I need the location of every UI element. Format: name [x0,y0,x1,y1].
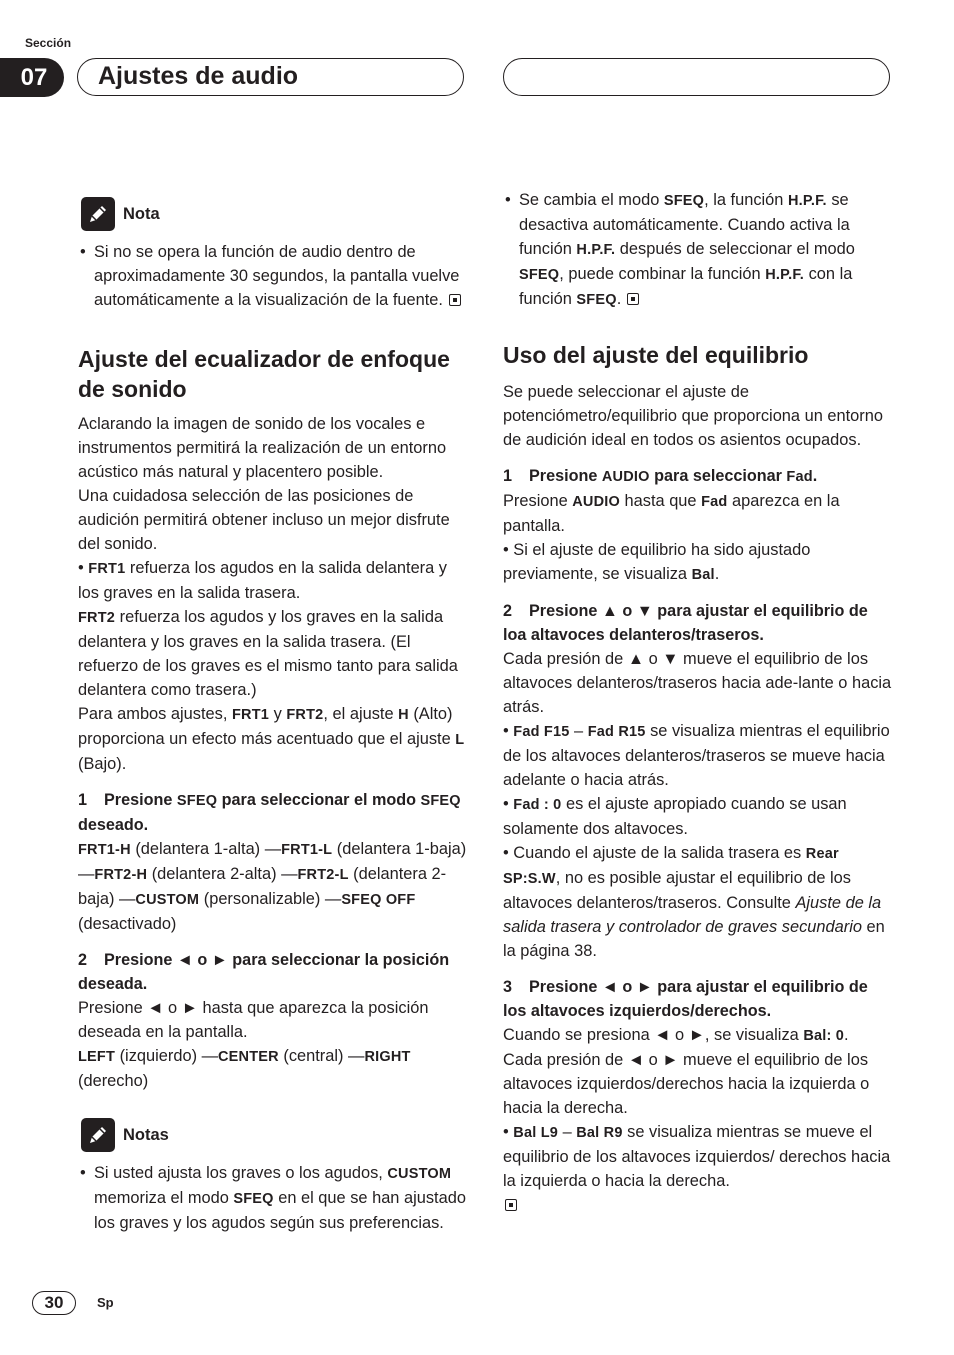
step-2-title: 2 Presione ◄ o ► para seleccionar la posición deseada. [78,951,450,993]
left-column [78,196,468,1235]
step-2-text: Presione ◄ o ► hasta que aparezca la posición deseada en la pantalla. [78,999,429,1041]
note-label: Nota [123,205,160,223]
end-mark-icon [627,293,639,305]
notes-header [78,1117,468,1153]
notes-label: Notas [123,1126,169,1144]
step-3-bullet: • Bal L9 – Bal R9 se visualiza mientras se mueve el equilibrio de los altavoces izquierdos/ derechos hacia la izquierda o hacia la derecha. [503,1123,891,1190]
section-heading: Uso del ajuste del equilibrio [503,342,809,368]
intro-paragraph: Se puede seleccionar el ajuste de potenciómetro/equilibrio que proporciona un entorno de audición ideal en todos os asientos ocupados. [503,383,883,449]
page-number: 30 [32,1291,76,1315]
step-3-text-2: Cada presión de ◄ o ► mueve el equilibrio de los altavoces izquierdos/derechos hacia la izquierda o hacia la derecha. [503,1051,870,1117]
step-3-text: Cuando se presiona ◄ o ►, se visualiza Bal: 0. [503,1026,849,1044]
step-2-title: 2 Presione ▲ o ▼ para ajustar el equilibrio de loa altavoces delanteros/traseros. [503,602,868,644]
pencil-note-icon [81,1118,115,1152]
section-label: Sección [25,36,72,50]
step-1-title: 1 Presione SFEQ para seleccionar el modo SFEQ deseado. [78,791,461,834]
end-mark-icon [505,1199,517,1211]
step-2-bullet-1: • Fad F15 – Fad R15 se visualiza mientras el equilibrio de los altavoces delanteros/traseros se mueve hacia adelante o hacia atrás. [503,722,890,789]
step-1-text: Presione AUDIO hasta que Fad aparezca en la pantalla. [503,492,840,535]
mode-list: FRT1-H (delantera 1-alta) —FRT1-L (delantera 1-baja) —FRT2-H (delantera 2-alta) —FRT2-L (delantera 2-baja) —CUSTOM (personalizable) —SFEQ OFF (desactivado) [78,840,467,933]
both-settings-description: Para ambos ajustes, FRT1 y FRT2, el ajuste H (Alto) proporciona un efecto más acentuado que el ajuste L (Bajo). [78,705,465,773]
step-2-text: Cada presión de ▲ o ▼ mueve el equilibrio de los altavoces delanteros/traseros hacia ade-lante o hacia atrás. [503,650,892,716]
position-list: LEFT (izquierdo) —CENTER (central) —RIGHT (derecho) [78,1047,411,1090]
page-title: Ajustes de audio [98,62,299,90]
end-mark-icon [449,294,461,306]
right-title-frame [503,58,890,96]
pencil-note-icon [81,197,115,231]
frt1-description: • FRT1 refuerza los agudos en la salida delantera y los graves en la salida trasera. [78,559,448,602]
intro-paragraph: Aclarando la imagen de sonido de los vocales e instrumentos permitirá la realización de un entorno acústico más natural y placentero posible. [78,415,447,481]
notes-bullet: • Si usted ajusta los graves o los agudos, CUSTOM memoriza el modo SFEQ en el que se han ajustado los graves y los agudos según sus preferencias. [80,1164,466,1232]
section-heading: Ajuste del ecualizador de enfoque de sonido [78,346,450,402]
sfeq-hpf-note: • Se cambia el modo SFEQ, la función H.P.F. se desactiva automáticamente. Cuando activa la función H.P.F. después de seleccionar el modo SFEQ, puede combinar la función H.P.F. con la función SFEQ. [505,191,855,308]
step-1-title: 1 Presione AUDIO para seleccionar Fad. [503,467,818,485]
note-bullet: • Si no se opera la función de audio dentro de aproximadamente 30 segundos, la pantalla vuelve automáticamente a la visualización de la fuente. [80,243,460,309]
page-language: Sp [97,1295,114,1310]
step-2-bullet-3: • Cuando el ajuste de la salida trasera es Rear SP:S.W, no es posible ajustar el equilibrio de los altavoces delanteros/traseros. Consulte Ajuste de la salida trasera y controlador de graves secundario en la página 38. [503,844,885,960]
right-column [503,188,895,1217]
note-header [78,196,468,232]
cross-reference: Ajuste de la salida trasera y controlador de graves secundario [503,894,882,936]
intro-paragraph-2: Una cuidadosa selección de las posiciones de audición permitirá obtener incluso un mejor disfrute del sonido. [78,487,450,553]
frt2-description: FRT2 refuerza los agudos y los graves en la salida delantera y los graves en la salida trasera. (El refuerzo de los graves es el mismo tanto para salida delantera como trasera.) [78,608,458,699]
note-text: Si no se opera la función de audio dentro de aproximadamente 30 segundos, la pantalla vuelve automáticamente a la visualización de la fuente. [94,243,460,309]
section-number-badge: 07 [0,58,64,97]
step-3-title: 3 Presione ◄ o ► para ajustar el equilibrio de los altavoces izquierdos/derechos. [503,978,868,1020]
step-1-bullet: • Si el ajuste de equilibrio ha sido ajustado previamente, se visualiza Bal. [503,541,811,583]
step-2-bullet-2: • Fad : 0 es el ajuste apropiado cuando se usan solamente dos altavoces. [503,795,847,838]
